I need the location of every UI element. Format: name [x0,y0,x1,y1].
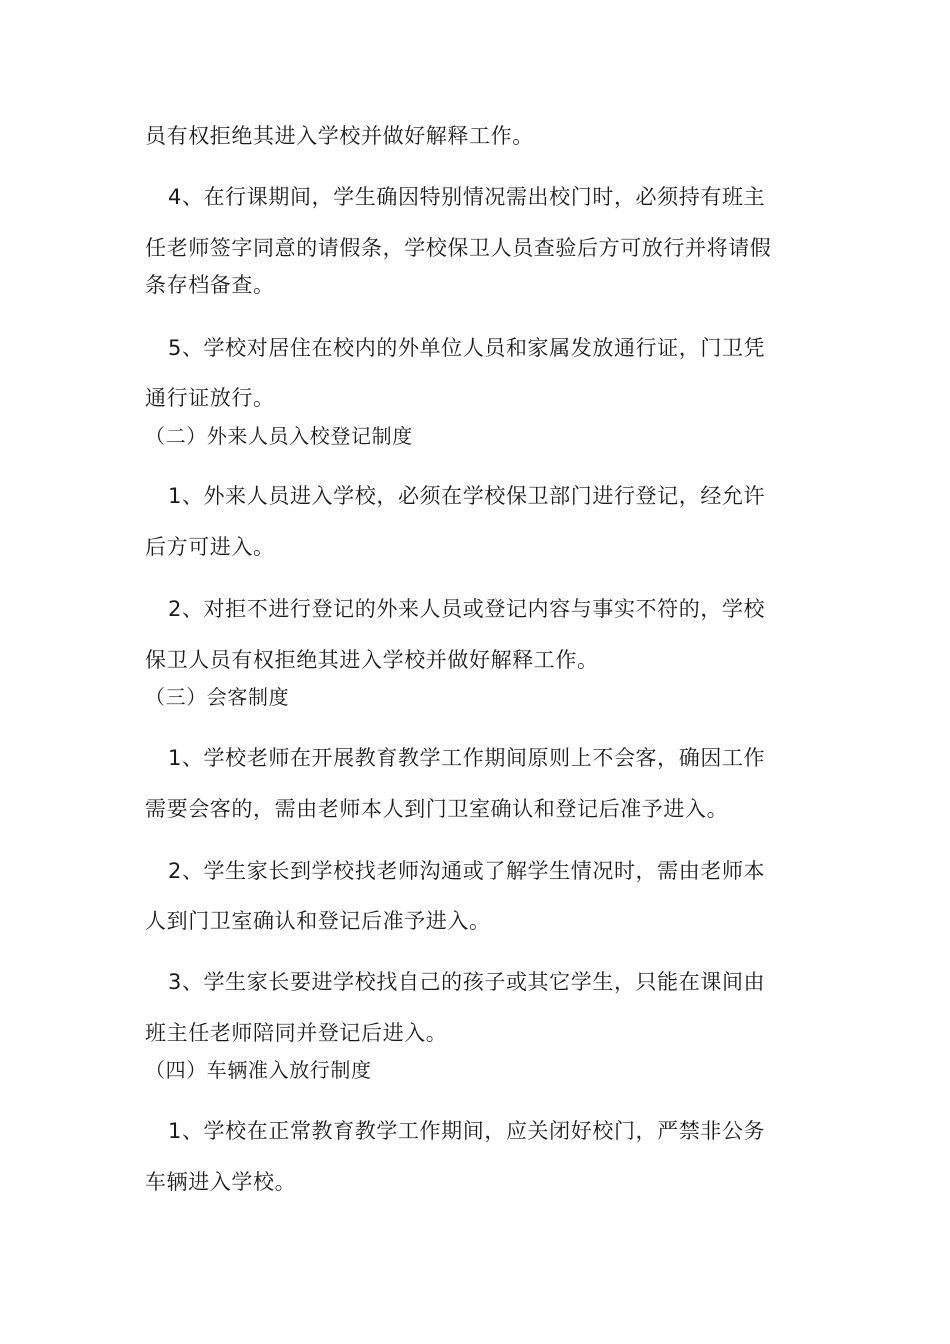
paragraph-line: 5、学校对居住在校内的外单位人员和家属发放通行证，门卫凭 [168,336,766,360]
paragraph-line: 通行证放行。 [145,386,275,410]
paragraph-line: 1、学校在正常教育教学工作期间，应关闭好校门，严禁非公务 [168,1119,766,1143]
paragraph-line: 4、在行课期间，学生确因特别情况需出校门时，必须持有班主 [168,185,766,209]
paragraph-line: 1、外来人员进入学校，必须在学校保卫部门进行登记，经允许 [168,484,766,508]
paragraph-line: 条存档备查。 [145,273,275,297]
paragraph-line: 任老师签字同意的请假条，学校保卫人员查验后方可放行并将请假 [145,236,772,260]
paragraph-line: 需要会客的，需由老师本人到门卫室确认和登记后准予进入。 [145,797,729,821]
paragraph-line: 人到门卫室确认和登记后准予进入。 [145,909,491,933]
paragraph-line: 员有权拒绝其进入学校并做好解释工作。 [145,124,534,148]
paragraph-line: 车辆进入学校。 [145,1170,297,1194]
paragraph-line: 1、学校老师在开展教育教学工作期间原则上不会客，确因工作 [168,746,766,770]
paragraph-line: 后方可进入。 [145,535,275,559]
paragraph-line: 2、对拒不进行登记的外来人员或登记内容与事实不符的，学校 [168,597,766,621]
section-heading: （四）车辆准入放行制度 [145,1058,372,1082]
paragraph-line: 保卫人员有权拒绝其进入学校并做好解释工作。 [145,648,599,672]
section-heading: （三）会客制度 [145,685,290,709]
section-heading: （二）外来人员入校登记制度 [145,424,413,448]
paragraph-line: 班主任老师陪同并登记后进入。 [145,1021,448,1045]
paragraph-line: 2、学生家长到学校找老师沟通或了解学生情况时，需由老师本 [168,859,766,883]
paragraph-line: 3、学生家长要进学校找自己的孩子或其它学生，只能在课间由 [168,970,766,994]
